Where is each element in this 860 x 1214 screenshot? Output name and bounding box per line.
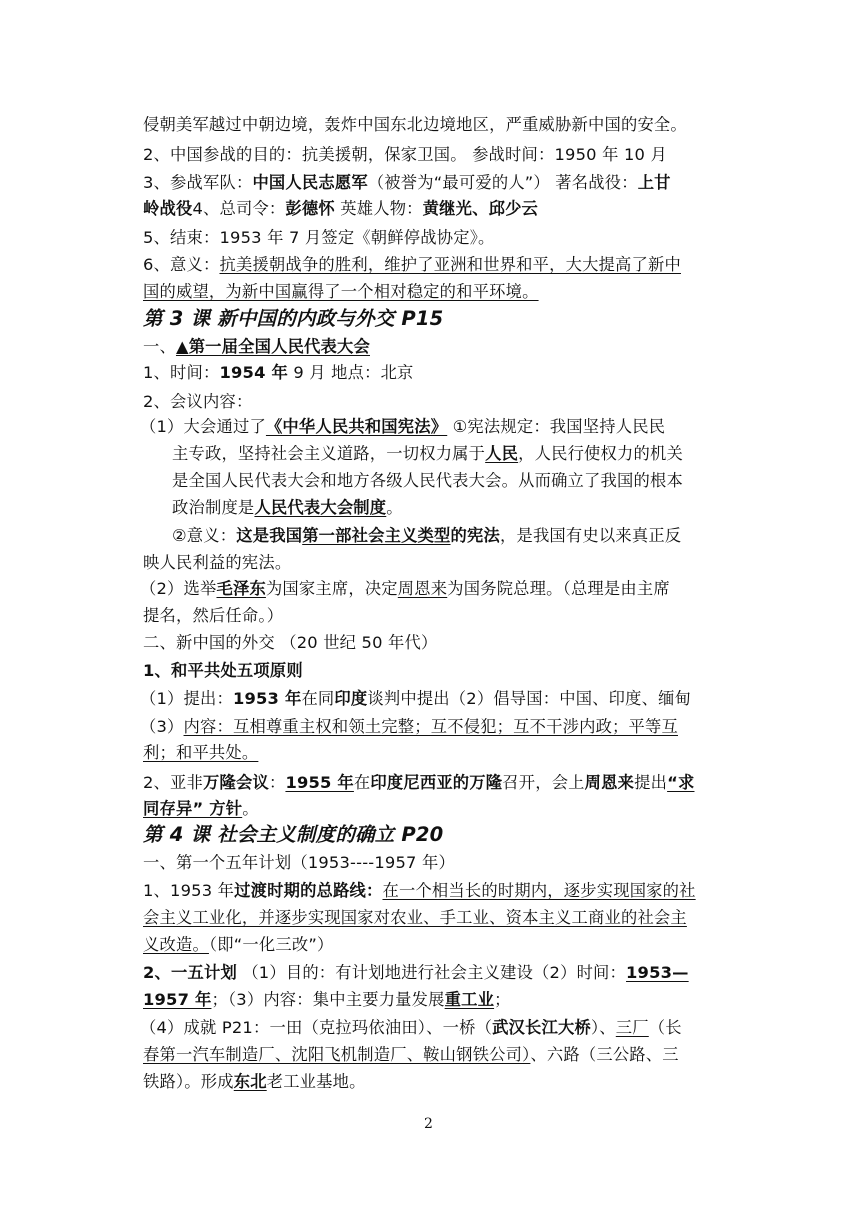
section-heading: 一、第一个五年计划（1953----1957 年）: [143, 853, 455, 872]
text-line: 国的威望，为新中国赢得了一个相对稳定的和平环境。: [143, 282, 539, 301]
text-line: 5、结束：1953 年 7 月签定《朝鲜停战协定》。: [143, 228, 495, 247]
text-line: 2、中国参战的目的：抗美援朝，保家卫国。 参战时间：1950 年 10 月: [143, 145, 667, 164]
text-line: 1、1953 年过渡时期的总路线：在一个相当长的时期内，逐步实现国家的社: [143, 881, 696, 900]
text-line: 映人民利益的宪法。: [143, 553, 292, 572]
text-line: （2）选举毛泽东为国家主席，决定周恩来为国务院总理。（总理是由主席: [140, 579, 670, 598]
text-line: 政治制度是人民代表大会制度。: [172, 498, 403, 517]
page-number: 2: [424, 1116, 433, 1132]
text-line: 侵朝美军越过中朝边境，轰炸中国东北边境地区，严重威胁新中国的安全。: [143, 115, 687, 134]
text-line: （3）内容：互相尊重主权和领土完整；互不侵犯；互不干涉内政；平等互: [140, 717, 678, 736]
text-line: 1、和平共处五项原则: [143, 661, 303, 680]
text-line: 1957 年；（3）内容：集中主要力量发展重工业；: [143, 990, 511, 1009]
text-line: 是全国人民代表大会和地方各级人民代表大会。从而确立了我国的根本: [172, 471, 683, 490]
text-line: 春第一汽车制造厂、沈阳飞机制造厂、鞍山钢铁公司）、六路（三公路、三: [143, 1045, 679, 1064]
text-line: 会主义工业化，并逐步实现国家对农业、手工业、资本主义工商业的社会主: [143, 908, 687, 927]
section-heading: 二、新中国的外交 （20 世纪 50 年代）: [143, 633, 438, 652]
text-line: 1、时间：1954 年 9 月 地点：北京: [143, 363, 414, 382]
text-line: 2、一五计划 （1）目的：有计划地进行社会主义建设（2）时间：1953—: [143, 963, 689, 982]
text-line: （4）成就 P21：一田（克拉玛依油田）、一桥（武汉长江大桥）、三厂（长: [140, 1018, 682, 1037]
text-line: 2、会议内容：: [143, 392, 253, 411]
text-line: 3、参战军队：中国人民志愿军（被誉为“最可爱的人”） 著名战役：上甘: [143, 173, 671, 192]
text-line: 同存异” 方针。: [143, 799, 259, 818]
text-line: 6、意义：抗美援朝战争的胜利，维护了亚洲和世界和平，大大提高了新中: [143, 255, 681, 274]
text-line: ②意义：这是我国第一部社会主义类型的宪法，是我国有史以来真正反: [172, 526, 682, 545]
text-line: 主专政，坚持社会主义道路，一切权力属于人民，人民行使权力的机关: [172, 444, 683, 463]
text-line: （1）提出：1953 年在同印度谈判中提出（2）倡导国：中国、印度、缅甸: [140, 689, 692, 708]
lesson-heading: 第 4 课 社会主义制度的确立 P20: [143, 823, 444, 846]
text-line: 2、亚非万隆会议：1955 年在印度尼西亚的万隆召开，会上周恩来提出“求: [143, 773, 695, 792]
text-line: 利；和平共处。: [143, 743, 259, 762]
text-line: （1）大会通过了《中华人民共和国宪法》 ①宪法规定：我国坚持人民民: [140, 417, 666, 436]
text-line: 提名，然后任命。）: [143, 606, 284, 625]
text-line: 义改造。（即“一化三改”）: [143, 935, 334, 954]
text-line: 铁路）。形成东北老工业基地。: [143, 1072, 366, 1091]
section-heading: 一、▲第一届全国人民代表大会: [143, 337, 370, 356]
text-line: 岭战役4、总司令：彭德怀 英雄人物：黄继光、邱少云: [143, 199, 539, 218]
lesson-heading: 第 3 课 新中国的内政与外交 P15: [143, 307, 444, 330]
